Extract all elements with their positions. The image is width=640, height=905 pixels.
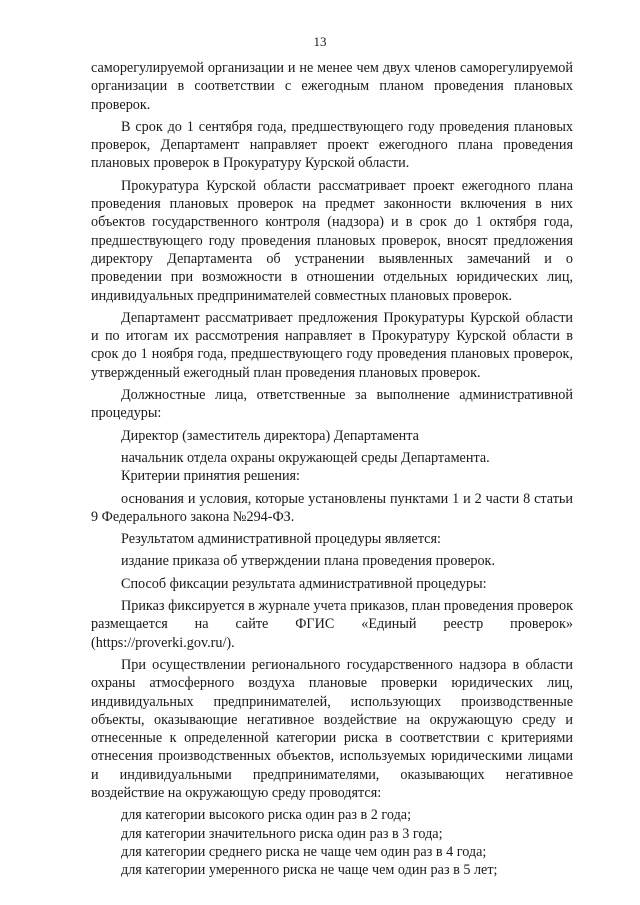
paragraph-department-review: Департамент рассматривает предложения Прокуратуры Курской области и по итогам их рассмотрения направляет в Прокуратуру Курской области в срок до 1 ноября года, предшествующего году проведения плановых проверок, утвержденный ежегодный план проведения плановых проверок.	[91, 309, 573, 381]
paragraph-responsible-officials: Должностные лица, ответственные за выполнение административной процедуры:	[91, 387, 573, 422]
page-number: 13	[313, 34, 327, 49]
line-result-title: Результатом административной процедуры является:	[121, 531, 441, 548]
list-item: для категории умеренного риска не чаще чем один раз в 5 лет;	[121, 862, 498, 879]
paragraph-continuation: саморегулируемой организации и не менее чем двух членов саморегулируемой организации в соответствии с ежегодным планом проведения плановых проверок.	[91, 60, 573, 113]
paragraph-prosecutor-review: Прокуратура Курской области рассматривает проект ежегодного плана проведения плановых проверок на предмет законности включения в них объектов государственного контроля (надзора) и в срок до 1 октября года, предшествующего году проведения плановых проверок, вносят предложения директору Департамента об устранении выявленных замечаний и о проведении при возможности в отношении отдельных юридических лиц, индивидуальных предпринимателей совместных плановых проверок.	[91, 177, 573, 304]
list-item: для категории значительного риска один раз в 3 года;	[121, 825, 443, 842]
paragraph-project-submission: В срок до 1 сентября года, предшествующего году проведения плановых проверок, Департамент направляет проект ежегодного плана проведения плановых проверок в Прокуратуру Курской области.	[91, 118, 573, 172]
line-director: Директор (заместитель директора) Департамента	[121, 427, 419, 444]
line-criteria-title: Критерии принятия решения:	[121, 468, 300, 485]
line-department-head: начальник отдела охраны окружающей среды Департамента.	[121, 449, 490, 466]
line-result-text: издание приказа об утверждении плана проведения проверок.	[121, 553, 495, 570]
line-fixation-title: Способ фиксации результата административной процедуры:	[121, 575, 487, 592]
paragraph-criteria: основания и условия, которые установлены пунктами 1 и 2 части 8 статьи 9 Федерального закона №294-ФЗ.	[91, 490, 573, 525]
list-item: для категории среднего риска не чаще чем один раз в 4 года;	[121, 843, 487, 860]
document-body	[91, 59, 573, 879]
paragraph-fixation: Приказ фиксируется в журнале учета приказов, план проведения проверок размещается на сайте ФГИС «Единый реестр проверок» (https://proverki.gov.ru/).	[91, 598, 573, 651]
paragraph-regional-supervision: При осуществлении регионального государственного надзора в области охраны атмосферного воздуха плановые проверки юридических лиц, индивидуальных предпринимателей, использующих производственные объекты, оказывающие негативное воздействие на окружающую среду и отнесенные к определенной категории риска в соответствии с критериями отнесения производственных объектов, используемых юридическими лицами и индивидуальными предпринимателями, оказывающих негативное воздействие на окружающую среду проводятся:	[91, 656, 573, 801]
list-item: для категории высокого риска один раз в 2 года;	[121, 807, 412, 824]
